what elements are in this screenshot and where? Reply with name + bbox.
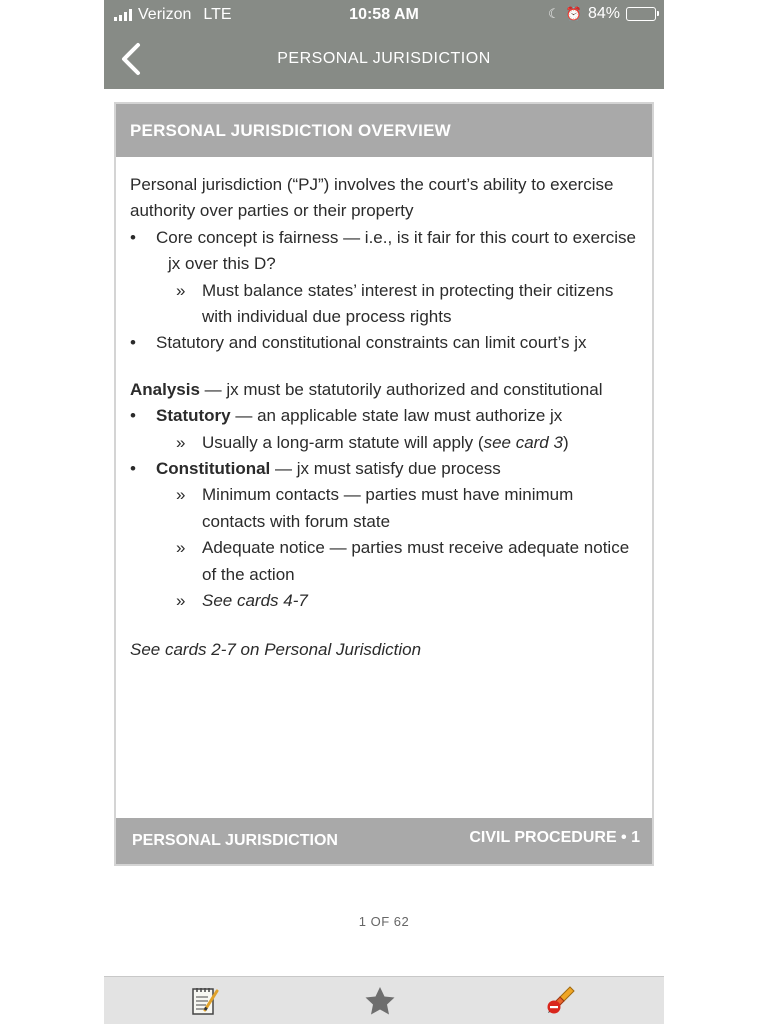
notes-icon (188, 985, 222, 1017)
closing-paren: ) (562, 432, 569, 452)
page-indicator: 1 OF 62 (358, 914, 410, 929)
bullet-2: Statutory and constitutional constraints can limit court’s jx (156, 333, 587, 353)
list-item (130, 456, 638, 482)
card-header (116, 104, 652, 157)
battery-icon (626, 7, 656, 21)
analysis-text: — jx must be statutorily authorized and constitutional (199, 379, 603, 399)
sub-marker: » (176, 538, 186, 558)
alarm-icon: ⏰ (565, 6, 582, 21)
bullet-1-line-2: jx over this D? (168, 254, 276, 274)
statutory-label: Statutory (156, 406, 231, 426)
navigation-bar (104, 30, 664, 89)
favorite-button[interactable] (363, 985, 397, 1017)
app-screen (104, 0, 664, 1024)
list-sub-item (130, 535, 638, 588)
sub-marker: » (176, 591, 186, 611)
statutory-sub-text: Usually a long-arm statute will apply ( (202, 432, 484, 452)
analysis-label: Analysis (130, 379, 200, 399)
highlighter-icon (542, 985, 576, 1017)
top-bar (104, 0, 664, 89)
card-title: PERSONAL JURISDICTION OVERVIEW (130, 121, 451, 140)
bullet-marker: • (130, 459, 136, 479)
highlighter-button[interactable] (542, 985, 576, 1017)
min-contacts-line-2: contacts with forum state (202, 511, 391, 531)
see-cards-reference: See cards 4-7 (202, 591, 308, 611)
sub-1-line-2: with individual due process rights (202, 307, 452, 327)
statutory-text: — an applicable state law must authorize jx (230, 406, 563, 426)
sub-marker: » (176, 280, 186, 300)
status-bar (104, 0, 664, 30)
list-sub-item (130, 430, 638, 456)
related-cards-note: See cards 2-7 on Personal Jurisdiction (130, 639, 422, 659)
bullet-1-line-1: Core concept is fairness — i.e., is it fair for this court to exercise (156, 227, 636, 247)
bullet-marker: • (130, 406, 136, 426)
list-item (130, 225, 638, 278)
card-footer (116, 818, 652, 864)
analysis-line (130, 377, 638, 403)
do-not-disturb-icon: ☾ (548, 6, 560, 21)
list-sub-item (130, 278, 638, 331)
battery-percent: 84% (587, 5, 620, 22)
card-topic: PERSONAL JURISDICTION (132, 832, 338, 849)
clock: 10:58 AM (349, 6, 419, 23)
sub-marker: » (176, 485, 186, 505)
list-sub-item (130, 482, 638, 535)
list-item (130, 403, 638, 429)
network-type: LTE (203, 6, 232, 23)
intro-line-2: authority over parties or their property (130, 201, 414, 221)
card-content (130, 172, 638, 663)
bullet-marker: • (130, 227, 136, 247)
notes-button[interactable] (188, 985, 222, 1017)
star-icon (363, 985, 397, 1017)
list-item (130, 330, 638, 356)
sub-marker: » (176, 432, 186, 452)
notice-line-1: Adequate notice — parties must receive adequate notice (202, 538, 630, 558)
constitutional-text: — jx must satisfy due process (270, 459, 501, 479)
bottom-toolbar (104, 976, 664, 1024)
bullet-marker: • (130, 333, 136, 353)
carrier-name: Verizon (138, 6, 192, 23)
min-contacts-line-1: Minimum contacts — parties must have minimum (202, 485, 574, 505)
card-reference: see card 3 (483, 432, 563, 452)
constitutional-label: Constitutional (156, 459, 271, 479)
status-indicators (548, 5, 656, 23)
flash-card (114, 102, 654, 866)
page-title: PERSONAL JURISDICTION (277, 50, 491, 67)
list-sub-item (130, 588, 638, 614)
notice-line-2: of the action (202, 564, 295, 584)
intro-line-1: Personal jurisdiction (“PJ”) involves the court’s ability to exercise (130, 175, 614, 194)
sub-1-line-1: Must balance states’ interest in protecting their citizens (202, 280, 614, 300)
card-number: CIVIL PROCEDURE • 1 (469, 829, 640, 846)
